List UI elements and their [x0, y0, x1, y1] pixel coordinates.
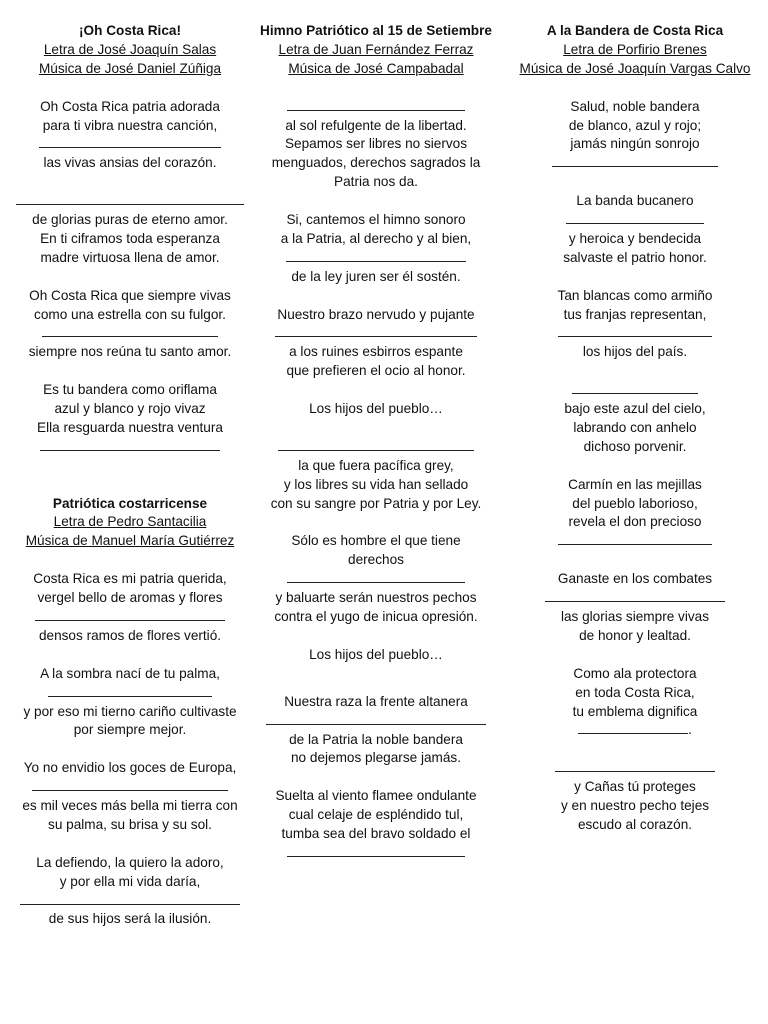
lyric-line: Nuestro brazo nervudo y pujante	[277, 306, 475, 322]
lyric-line: y baluarte serán nuestros pechos	[275, 590, 477, 606]
lyric-line: su palma, su brisa y su sol.	[48, 816, 212, 832]
lyric-line: Salud, noble bandera	[570, 98, 700, 114]
lyric-line: Tan blancas como armiño	[557, 287, 713, 303]
lyric-line: en toda Costa Rica,	[575, 684, 695, 700]
lyric-line: jamás ningún sonrojo	[570, 136, 700, 152]
fill-blank	[258, 249, 494, 268]
lyric-line: y Cañas tú proteges	[574, 779, 696, 795]
lyric-line: y en nuestro pecho tejes	[560, 798, 710, 814]
lyric-line: tumba sea del bravo soldado el	[281, 826, 471, 842]
music-credit: Música de José Campabadal	[288, 60, 464, 76]
lyric-line: Nuestra raza la frente altanera	[284, 693, 468, 709]
lyrics-credit: Letra de José Joaquín Salas	[43, 41, 217, 57]
lyric-line: Sepamos ser libres no siervos	[284, 136, 468, 152]
lyric-line: Ganaste en los combates	[557, 571, 713, 587]
lyric-line: Si, cantemos el himno sonoro	[286, 212, 466, 228]
lyric-line: Carmín en las mejillas	[568, 476, 702, 492]
fill-blank	[8, 684, 252, 703]
fill-blank	[258, 98, 494, 117]
fill-blank	[508, 211, 762, 230]
lyric-line: vergel bello de aromas y flores	[37, 590, 223, 606]
lyric-line: tu emblema dignifica	[572, 703, 698, 719]
lyric-line: de la ley juren ser él sostén.	[291, 268, 461, 284]
lyrics-credit: Letra de Porfirio Brenes	[563, 41, 707, 57]
lyric-line: que prefieren el ocio al honor.	[286, 363, 466, 379]
lyric-line: es mil veces más bella mi tierra con	[22, 798, 238, 814]
song-title: A la Bandera de Costa Rica	[546, 23, 724, 38]
fill-blank	[508, 154, 762, 173]
period-mark: .	[688, 722, 692, 738]
lyric-line: tus franjas representan,	[563, 306, 707, 322]
fill-blank	[8, 778, 252, 797]
lyric-line: escudo al corazón.	[577, 816, 693, 832]
lyric-line: de la Patria la noble bandera	[289, 731, 463, 747]
lyric-line: como una estrella con su fulgor.	[34, 306, 226, 322]
lyric-line: labrando con anhelo	[573, 419, 697, 435]
fill-blank	[508, 532, 762, 551]
lyric-line: y por ella mi vida daría,	[59, 873, 201, 889]
fill-blank	[258, 438, 494, 457]
lyrics-credit: Letra de Juan Fernández Ferraz	[278, 41, 474, 57]
lyric-line: Oh Costa Rica que siempre vivas	[29, 287, 231, 303]
lyric-line: a los ruines esbirros espante	[289, 344, 463, 360]
lyric-line: la que fuera pacífica grey,	[298, 457, 454, 473]
fill-blank	[8, 324, 252, 343]
lyric-line: A la sombra nací de tu palma,	[40, 665, 220, 681]
fill-blank	[508, 759, 762, 778]
fill-blank	[258, 324, 494, 343]
lyric-line: para ti vibra nuestra canción,	[42, 117, 218, 133]
lyric-line: cual celaje de espléndido tul,	[288, 807, 464, 823]
fill-blank	[8, 608, 252, 627]
lyrics-credit: Letra de Pedro Santacilia	[53, 514, 207, 530]
music-credit: Música de José Joaquín Vargas Calvo	[519, 60, 751, 76]
lyric-line: contra el yugo de inicua opresión.	[274, 609, 478, 624]
lyric-line: al sol refulgente de la libertad.	[285, 117, 467, 133]
music-credit: Música de Manuel María Gutiérrez	[25, 533, 235, 549]
lyric-line: las glorias siempre vivas	[560, 609, 710, 624]
lyric-line: madre virtuosa llena de amor.	[40, 249, 220, 265]
fill-blank	[8, 438, 252, 457]
lyric-line: bajo este azul del cielo,	[564, 401, 706, 417]
fill-blank-with-period	[508, 721, 762, 740]
song-title: Patriótica costarricense	[52, 495, 208, 511]
lyric-line: Sólo es hombre el que tiene	[291, 533, 461, 549]
lyric-line: y heroica y bendecida	[568, 230, 702, 246]
lyric-line: La defiendo, la quiero la adoro,	[36, 854, 224, 870]
lyric-line: densos ramos de flores vertió.	[38, 627, 222, 643]
lyric-line: La banda bucanero	[576, 193, 694, 209]
lyric-line: Los hijos del pueblo…	[309, 401, 443, 417]
lyric-line: En ti ciframos toda esperanza	[40, 230, 220, 246]
lyric-line: los hijos del país.	[582, 344, 688, 360]
lyric-line: Ella resguarda nuestra ventura	[37, 419, 223, 435]
lyric-line: de blanco, azul y rojo;	[568, 117, 702, 133]
song-title: ¡Oh Costa Rica!	[79, 23, 181, 38]
column-middle	[258, 22, 494, 863]
fill-blank	[508, 589, 762, 608]
lyric-line: Como ala protectora	[573, 665, 697, 681]
lyric-line: Yo no envidio los goces de Europa,	[23, 760, 237, 776]
fill-blank	[8, 135, 252, 154]
lyric-line: las vivas ansias del corazón.	[43, 155, 217, 171]
column-right	[508, 22, 762, 835]
lyric-line: del pueblo laborioso,	[572, 495, 698, 511]
lyric-line: Los hijos del pueblo…	[309, 646, 443, 662]
fill-blank	[258, 712, 494, 731]
fill-blank	[258, 844, 494, 863]
lyric-line: por siempre mejor.	[73, 722, 187, 738]
lyric-line: salvaste el patrio honor.	[563, 249, 707, 265]
lyric-line: de glorias puras de eterno amor.	[32, 212, 228, 228]
column-left	[8, 22, 252, 929]
fill-blank	[8, 892, 252, 911]
lyric-line: de honor y lealtad.	[579, 627, 691, 643]
fill-blank	[258, 570, 494, 589]
lyric-line: y por eso mi tierno cariño cultivaste	[23, 703, 237, 719]
lyric-line: derechos	[348, 552, 404, 568]
lyric-line: no dejemos plegarse jamás.	[290, 750, 461, 766]
fill-blank	[508, 324, 762, 343]
lyric-line: Costa Rica es mi patria querida,	[33, 571, 227, 587]
fill-blank	[508, 381, 762, 400]
lyric-line: siempre nos reúna tu santo amor.	[28, 344, 232, 360]
lyric-line: Oh Costa Rica patria adorada	[40, 98, 220, 114]
lyric-line: a la Patria, al derecho y al bien,	[280, 230, 472, 246]
lyric-line: Suelta al viento flamee ondulante	[275, 788, 477, 804]
lyric-line: de sus hijos será la ilusión.	[48, 911, 212, 927]
lyric-line: menguados, derechos sagrados la	[271, 155, 481, 171]
lyric-line: Es tu bandera como oriflama	[43, 382, 217, 398]
lyric-line: y los libres su vida han sellado	[283, 476, 469, 492]
song-title: Himno Patriótico al 15 de Setiembre	[260, 23, 492, 38]
lyric-line: dichoso porvenir.	[583, 438, 687, 454]
music-credit: Música de José Daniel Zúñiga	[38, 60, 222, 76]
lyric-line: Patria nos da.	[334, 174, 418, 190]
lyric-line: azul y blanco y rojo vivaz	[54, 401, 206, 417]
lyric-line: revela el don precioso	[568, 514, 702, 530]
fill-blank	[8, 192, 252, 211]
lyric-line: con su sangre por Patria y por Ley.	[270, 495, 482, 511]
